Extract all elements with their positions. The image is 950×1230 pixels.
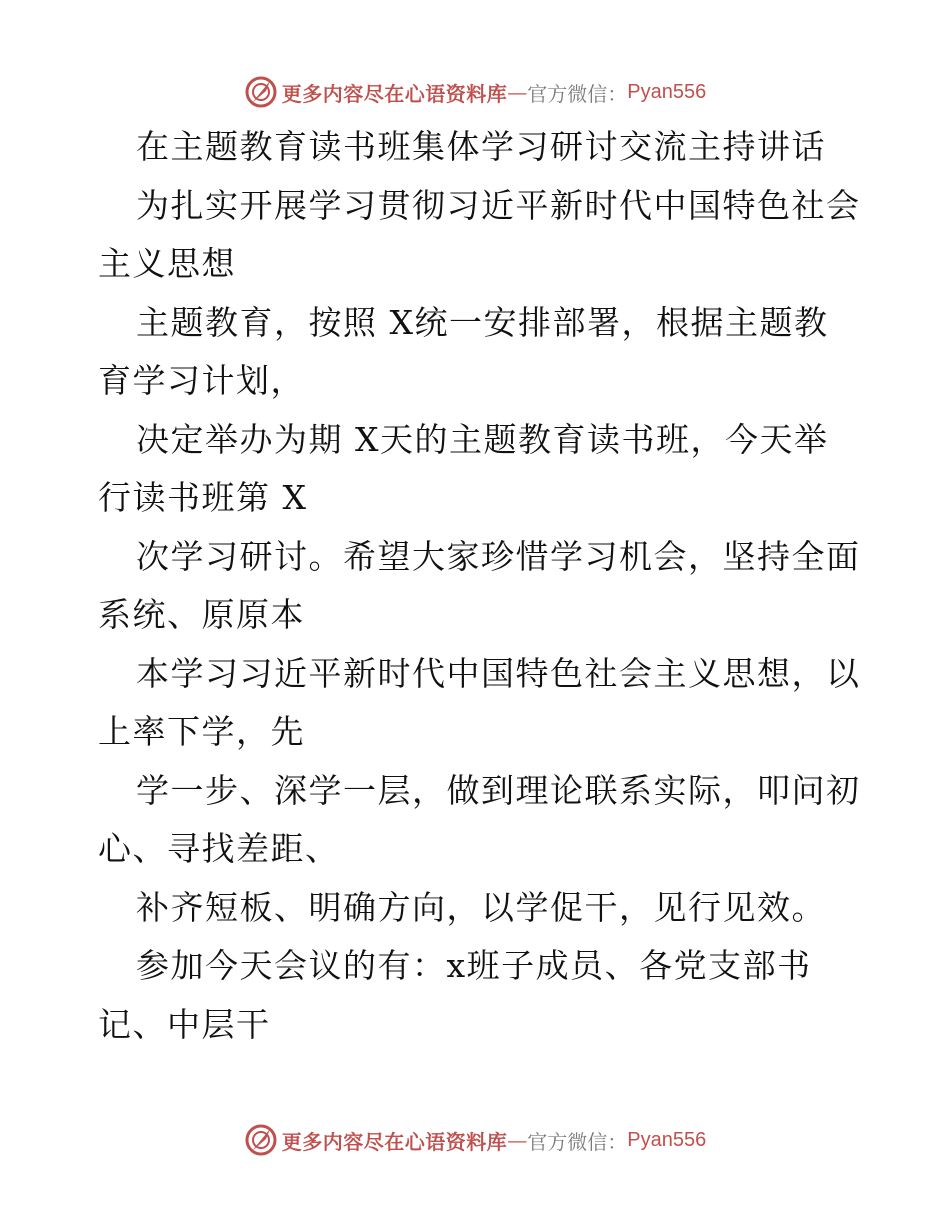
document-line: 育学习计划，: [98, 361, 305, 400]
banner-dash: —: [507, 80, 528, 104]
wechat-label: 官方微信：: [527, 81, 628, 106]
document-line: 上率下学，先: [98, 712, 305, 751]
document-line: 为扎实开展学习贯彻习近平新时代中国特色社会: [136, 185, 861, 225]
document-line: 心、寻找差距、: [98, 829, 340, 868]
document-body: [98, 118, 861, 1054]
header-banner: [0, 72, 950, 112]
document-line: 参加今天会议的有：x班子成员、各党支部书: [136, 946, 812, 985]
wechat-label: 官方微信：: [527, 1129, 628, 1154]
document-line: 行读书班第 X: [98, 478, 308, 517]
document-line: 在主题教育读书班集体学习研讨交流主持讲话: [136, 127, 826, 166]
document-line: 次学习研讨。希望大家珍惜学习机会，坚持全面: [136, 536, 861, 576]
document-line: 学一步、深学一层，做到理论联系实际，叩问初: [136, 770, 861, 810]
quill-logo-icon: [244, 1123, 278, 1157]
document-line: 主义思想: [98, 244, 236, 283]
footer-banner: [0, 1120, 950, 1160]
promo-text: 更多内容尽在心语资料库: [281, 1129, 508, 1154]
document-line: 主题教育，按照 X统一安排部署，根据主题教: [136, 302, 829, 342]
document-line: 决定举办为期 X天的主题教育读书班，今天举: [136, 419, 829, 459]
quill-logo-icon: [244, 75, 278, 109]
banner-dash: —: [507, 1128, 528, 1152]
document-line: 补齐短板、明确方向，以学促干，见行见效。: [136, 887, 826, 927]
document-line: 本学习习近平新时代中国特色社会主义思想，以: [136, 653, 861, 693]
wechat-id: Pyan556: [627, 80, 707, 103]
promo-text: 更多内容尽在心语资料库: [281, 81, 508, 106]
wechat-id: Pyan556: [627, 1128, 707, 1151]
document-line: 记、中层干: [98, 1004, 271, 1044]
document-line: 系统、原原本: [98, 595, 305, 634]
